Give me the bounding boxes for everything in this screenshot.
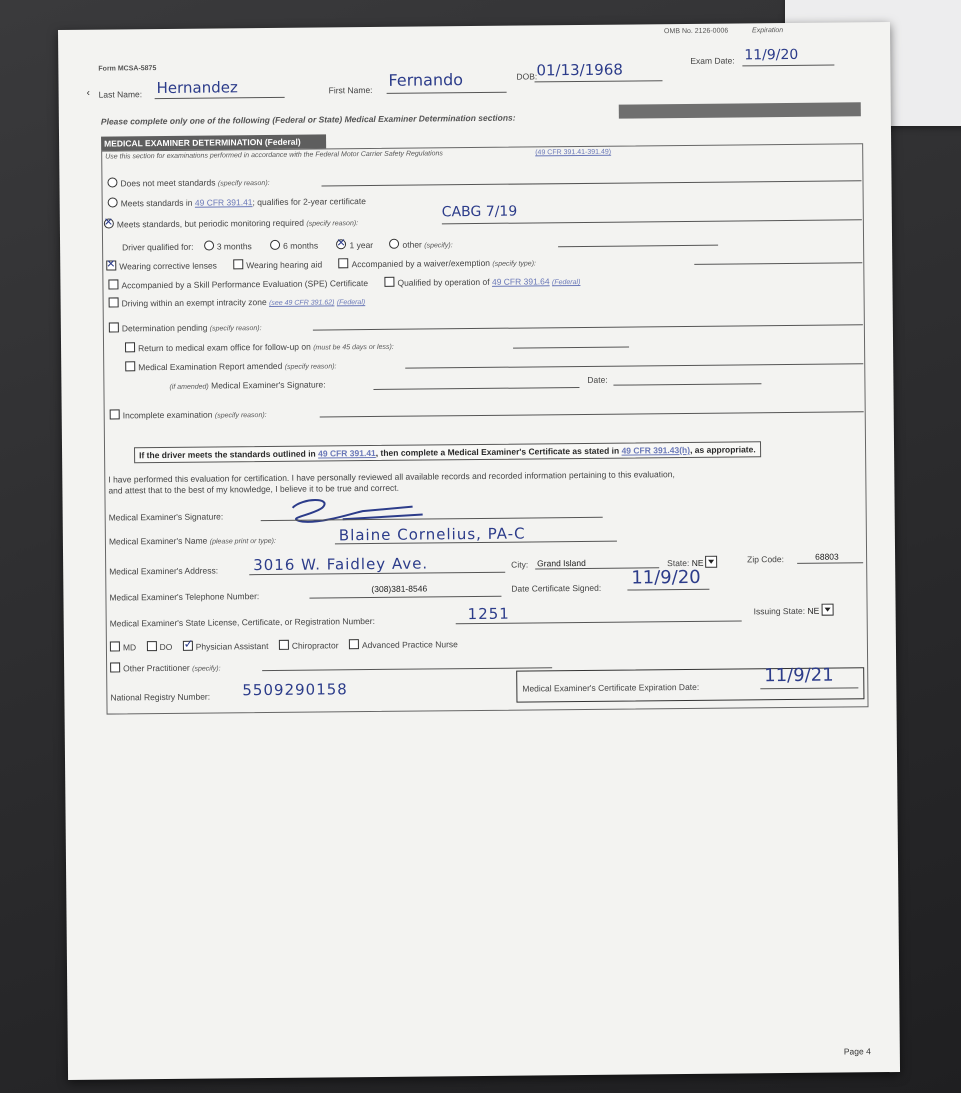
instruction-banner (619, 102, 861, 118)
periodic-reason-value[interactable]: CABG 7/19 (441, 203, 518, 221)
examiner-name-label: Medical Examiner's Name (108, 535, 208, 547)
intracity-tag: (Federal) (336, 299, 366, 307)
option-periodic-hint: (specify reason): (306, 220, 359, 228)
amended-sig-prefix: (if amended) (169, 383, 209, 391)
other-practitioner-row (110, 661, 221, 673)
q-other-label: other (402, 239, 422, 250)
amended-date-label: Date: (587, 374, 608, 385)
examiner-address-value[interactable]: 3016 W. Faidley Ave. (253, 554, 429, 575)
checkbox-qualified-op[interactable] (384, 277, 394, 287)
instruction-text: Please complete only one of the following (Federal or State) Medical Examiner Determination sections: (100, 112, 516, 127)
radio-meets[interactable] (108, 197, 118, 207)
type-do-label: DO (159, 641, 173, 653)
state-value: NE (691, 557, 704, 568)
checkbox-incomplete[interactable] (110, 409, 120, 419)
nrn-label: National Registry Number: (110, 691, 211, 703)
radio-periodic-selected[interactable] (104, 218, 114, 228)
radio-3-months[interactable] (204, 241, 214, 251)
incomplete-row (110, 408, 267, 421)
incomplete-label: Incomplete examination (122, 409, 213, 421)
intracity-label: Driving within an exempt intracity zone (121, 297, 267, 309)
section-title: MEDICAL EXAMINER DETERMINATION (Federal) (101, 134, 326, 150)
qualified-for-label: Driver qualified for: (122, 241, 194, 253)
last-name-line (155, 97, 285, 99)
last-name-label: Last Name: (98, 89, 143, 100)
issuing-state-dropdown-icon[interactable] (821, 604, 833, 616)
exam-date-line (742, 65, 834, 67)
option-not-meet[interactable] (107, 176, 269, 189)
exam-date-label: Exam Date: (690, 55, 735, 66)
qualified-op-tag: (Federal) (551, 278, 581, 287)
pending-hint: (specify reason): (209, 325, 262, 333)
q-1-year-label: 1 year (349, 239, 374, 251)
note-mid: , then complete a Medical Examiner's Certificate as stated in (375, 445, 620, 458)
radio-other[interactable] (389, 239, 399, 249)
nrn-value[interactable]: 5509290158 (242, 680, 348, 700)
radio-not-meet[interactable] (107, 177, 117, 187)
note-ref-2[interactable]: 49 CFR 391.43(h) (621, 444, 691, 456)
other-practitioner-label: Other Practitioner (123, 662, 190, 674)
lenses-label: Wearing corrective lenses (119, 260, 217, 272)
checkbox-other-practitioner[interactable] (110, 662, 120, 672)
last-name-value[interactable]: Hernandez (156, 78, 238, 98)
medical-form-page (58, 22, 900, 1080)
checkbox-lenses-checked[interactable] (106, 260, 116, 270)
dob-label: DOB: (516, 71, 538, 82)
dob-value[interactable]: 01/13/1968 (536, 60, 623, 80)
expiration-date-value[interactable]: 11/9/21 (764, 664, 834, 687)
checkbox-intracity[interactable] (109, 297, 119, 307)
amended-sig-label: Medical Examiner's Signature: (211, 379, 326, 391)
option-not-meet-hint: (specify reason): (217, 179, 270, 188)
checkbox-chiropractor[interactable] (279, 640, 289, 650)
determination-frame (101, 143, 868, 714)
incomplete-hint: (specify reason): (214, 412, 267, 420)
issuing-state-label: Issuing State: (753, 605, 806, 617)
examiner-signature-label: Medical Examiner's Signature: (108, 511, 224, 523)
hearing-label: Wearing hearing aid (246, 259, 323, 271)
spe-label: Accompanied by a Skill Performance Evaluation (SPE) Certificate (121, 278, 369, 291)
attest-line-1: I have performed this evaluation for certification. I have personally reviewed all available records and recorded information pertaining to this evaluation, (108, 469, 675, 485)
chevron-left-icon: ‹ (86, 87, 91, 99)
examiner-address-label: Medical Examiner's Address: (109, 565, 219, 577)
use-section-text: Use this section for examinations performed in accordance with the Federal Motor Carrier Safety Regulations (105, 150, 443, 161)
date-signed-label: Date Certificate Signed: (511, 582, 602, 594)
option-periodic-label: Meets standards, but periodic monitoring required (116, 217, 305, 230)
expiration-date-label: Medical Examiner's Certificate Expiration Date: (522, 681, 700, 694)
omb-number: OMB No. 2126-0006 (664, 27, 729, 36)
first-name-line (387, 92, 507, 94)
exam-date-value[interactable]: 11/9/20 (744, 46, 799, 64)
checkbox-pending[interactable] (109, 322, 119, 332)
checkbox-apn[interactable] (349, 639, 359, 649)
first-name-value[interactable]: Fernando (388, 70, 464, 90)
amended-row (125, 359, 336, 372)
checkbox-md[interactable] (110, 641, 120, 651)
issuing-state-value: NE (807, 605, 820, 616)
state-label: State: (667, 557, 690, 569)
form-id: Form MCSA-5875 (98, 65, 157, 73)
examiner-signature (262, 492, 432, 528)
checkbox-spe[interactable] (108, 279, 118, 289)
expiration-label: Expiration (752, 27, 784, 35)
pending-label: Determination pending (121, 322, 208, 334)
license-label: Medical Examiner's State License, Certificate, or Registration Number: (109, 615, 375, 629)
examiner-name-value[interactable]: Blaine Cornelius, PA-C (338, 524, 526, 545)
checkbox-do[interactable] (146, 641, 156, 651)
city-label: City: (511, 559, 529, 570)
city-value[interactable]: Grand Island (537, 557, 586, 569)
qualified-op-ref[interactable]: 49 CFR 391.64 (491, 276, 550, 287)
pending-row (109, 321, 262, 333)
zip-value[interactable]: 68803 (815, 551, 839, 562)
radio-1-year-selected[interactable] (336, 239, 346, 249)
q-other-hint: (specify): (424, 242, 453, 250)
other-practitioner-hint: (specify): (192, 665, 221, 673)
attest-line-2: and attest that to the best of my knowledge, I believe it to be true and correct. (108, 482, 400, 496)
option-meets-post: ; qualifies for 2-year certificate (252, 196, 366, 208)
state-dropdown-icon[interactable] (705, 556, 717, 568)
checkbox-pa-checked[interactable] (183, 641, 193, 651)
phone-value[interactable]: (308)381-8546 (371, 583, 428, 595)
option-meets-ref[interactable]: 49 CFR 391.41 (194, 197, 253, 208)
radio-6-months[interactable] (270, 240, 280, 250)
return-hint: (must be 45 days or less): (313, 343, 394, 352)
examiner-name-row (109, 535, 276, 547)
amended-label: Medical Examination Report amended (138, 360, 283, 373)
type-chiropractor-label: Chiropractor (291, 640, 339, 651)
amended-hint: (specify reason): (284, 363, 337, 371)
waiver-label: Accompanied by a waiver/exemption (351, 257, 491, 270)
note-ref-1[interactable]: 49 CFR 391.41 (318, 447, 376, 459)
amended-signature-row (169, 379, 325, 390)
first-name-label: First Name: (328, 84, 373, 96)
examiner-name-hint: (please print or type): (209, 537, 276, 546)
zip-label: Zip Code: (747, 554, 785, 565)
phone-label: Medical Examiner's Telephone Number: (109, 591, 260, 603)
return-label: Return to medical exam office for follow-up on (138, 341, 311, 354)
use-section-ref[interactable]: (49 CFR 391.41-391.49) (535, 148, 612, 157)
intracity-ref[interactable]: (see 49 CFR 391.62) (269, 299, 335, 307)
type-apn-label: Advanced Practice Nurse (361, 639, 458, 651)
option-not-meet-label: Does not meet standards (120, 177, 216, 189)
checkbox-waiver[interactable] (339, 258, 349, 268)
license-value[interactable]: 1251 (467, 604, 510, 624)
type-pa-label: Physician Assistant (195, 641, 269, 652)
checkbox-return[interactable] (125, 342, 135, 352)
q-3-months-label: 3 months (216, 241, 252, 252)
note-post: , as appropriate. (689, 444, 756, 455)
qualified-op-label: Qualified by operation of (397, 276, 490, 288)
dob-line (535, 80, 663, 82)
option-meets-label: Meets standards in (120, 197, 193, 209)
waiver-hint: (specify type): (492, 260, 537, 268)
checkbox-hearing[interactable] (233, 259, 243, 269)
issuing-state-field[interactable] (754, 604, 834, 617)
note-pre: If the driver meets the standards outlined in (139, 448, 316, 461)
page-number: Page 4 (843, 1046, 871, 1057)
checkbox-amended[interactable] (125, 361, 135, 371)
date-signed-value[interactable]: 11/9/20 (631, 566, 701, 589)
type-md-label: MD (122, 642, 137, 653)
q-6-months-label: 6 months (283, 240, 319, 251)
